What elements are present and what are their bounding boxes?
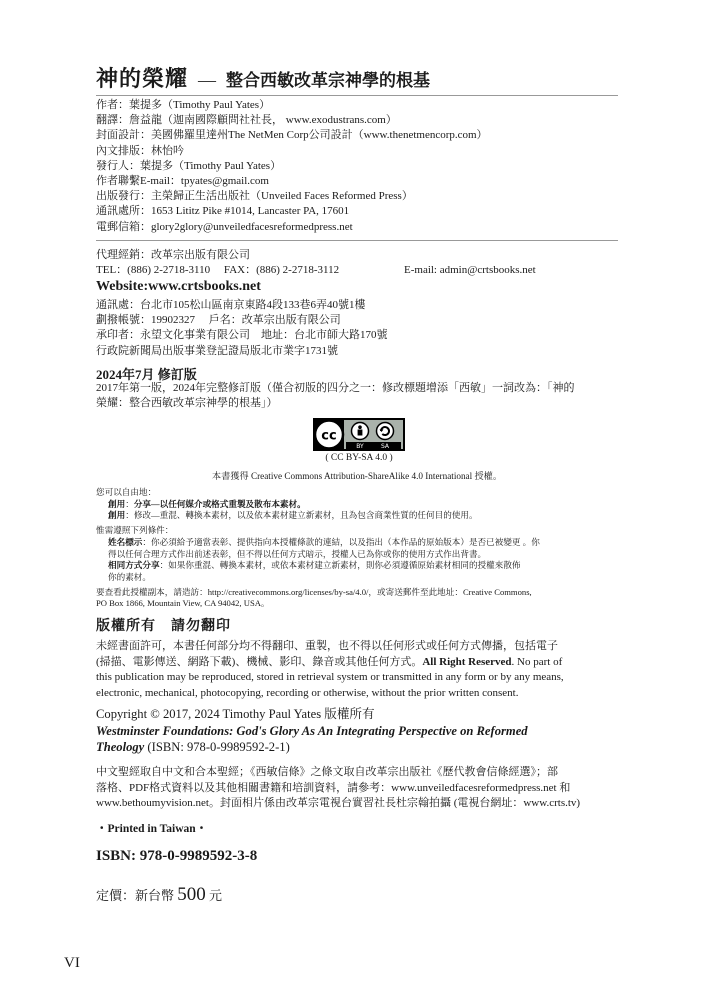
share-label: 創用 <box>108 498 126 509</box>
sources-line: 中文聖經取自中文和合本聖經；《西敏信條》之條文取自改革宗出版社《歷代教會信條經選》；部 <box>96 766 558 778</box>
distributor-email: E-mail: admin@crtsbooks.net <box>404 264 536 276</box>
original-title-tail: Theology <box>96 740 145 754</box>
cc-license-statement: 本書獲得 Creative Commons Attribution-ShareAlike 4.0 International 授權。 <box>211 471 503 481</box>
license-cond-heading: 惟需遵照下列條件： <box>96 525 174 536</box>
edition-note-line: 2017年第一版，2024年完整修訂版（僅合初版的四分之一：修改標題增添「西敏」一詞改為：「神的 <box>96 382 575 394</box>
edition-heading: 2024年7月 修訂版 <box>96 367 197 382</box>
cc-license-label: ( CC BY-SA 4.0 ) <box>325 453 393 463</box>
cc-text: cc <box>321 428 337 444</box>
credit-cover-design: 封面設計：美國佛羅里達州The NetMen Corp公司設計（www.thenetmencorp.com） <box>96 129 488 142</box>
rights-heading: 版權所有 請勿翻印 <box>96 619 231 634</box>
credit-address: 通訊處所：1653 Lititz Pike #1014, Lancaster PA, 17601 <box>96 205 350 218</box>
rights-line-post: . No part of <box>511 655 563 668</box>
license-terms <box>96 487 540 610</box>
sharealike-text: ：如果你重混、轉換本素材，或依本素材建立新素材，則你必須遵循原始素材相同的授權來散佈 <box>159 560 521 571</box>
original-isbn: (ISBN: 978-0-9989592-2-1) <box>144 740 290 754</box>
distributor-registration: 行政院新聞局出版事業登記證局版北市業字1731號 <box>96 344 338 357</box>
sources-line: 落格、PDF格式資料以及其他相關書籍和培訓資料，請參考：www.unveiledfacesreformedpress.net 和 <box>96 781 571 794</box>
page-number: VI <box>64 955 80 971</box>
distributor-tel-fax: TEL：(886) 2-2718-3110 FAX：(886) 2-2718-3112 <box>96 264 340 276</box>
distributor-printer: 承印者：永望文化事業有限公司 地址：台北市師大路170號 <box>96 329 388 342</box>
rights-text <box>96 639 564 701</box>
adapt-label: 創用 <box>108 510 126 521</box>
credit-email: 電郵信箱：glory2glory@unveiledfacesreformedpress.net <box>96 220 353 233</box>
distributor-details <box>96 298 388 359</box>
edition-note-line: 榮耀：整合西敏改革宗神學的根基」） <box>96 397 278 410</box>
title-row <box>96 62 430 93</box>
title-dash: — <box>198 70 217 90</box>
distributor-agent: 代理經銷：改革宗出版有限公司 <box>96 249 250 261</box>
distributor-account: 劃撥帳號：19902327 戶名：改革宗出版有限公司 <box>96 314 341 327</box>
rights-line <box>96 655 564 671</box>
original-title-cont <box>96 739 528 756</box>
sharealike-label: 相同方式分享 <box>108 560 160 571</box>
credit-author: 作者：葉提多（Timothy Paul Yates） <box>96 99 271 111</box>
license-free-heading: 您可以自由地： <box>96 487 157 497</box>
credit-translator: 翻譯：詹益龍（迦南國際顧問社社長， www.exodustrans.com） <box>96 114 397 127</box>
isbn: ISBN: 978-0-9989592-3-8 <box>96 848 258 864</box>
sources-line: www.bethoumyvision.net。封面相片係由改革宗電視台實習社長杜宗翰拍攝 (電視台網址：www.crts.tv) <box>96 797 581 809</box>
original-title: Westminster Foundations: God's Glory As An Integrating Perspective on Reformed <box>96 723 528 738</box>
copyright-block <box>96 706 528 756</box>
copyright-line: Copyright © 2017, 2024 Timothy Paul Yates 版權所有 <box>96 707 375 721</box>
share-text: 分享—以任何媒介或格式重製及散布本素材。 <box>133 498 306 509</box>
license-request-cont: PO Box 1866, Mountain View, CA 94042, USA。 <box>96 598 270 609</box>
sources-block <box>96 765 580 812</box>
license-sharealike-item <box>96 560 540 572</box>
cc-license-badge <box>313 418 405 451</box>
rights-line: electronic, mechanical, photocopying, recording or otherwise, without the prior written consent. <box>96 686 519 699</box>
rights-line-pre: (掃描、電影傳送、網路下載)、機械、影印、錄音或其他任何方式。 <box>96 655 423 668</box>
rights-line: this publication may be reproduced, stored in retrieval system or transmitted in any form or by any means, <box>96 671 564 683</box>
attribution-text: ：你必須給予適當表彰、提供指向本授權條款的連結，以及指出（本作品的原始版本）是否已被變更 。你 <box>142 536 540 547</box>
distributor-address: 通訊處：台北市105松山區南京東路4段133巷6弄40號1樓 <box>96 299 366 311</box>
license-attribution-cont: 得以任何合理方式作出前述表彰，但不得以任何方式暗示，授權人已為你或你的使用方式作出背書。 <box>108 548 487 559</box>
book-title: 神的榮耀 <box>96 66 189 92</box>
book-subtitle: 整合西敏改革宗神學的根基 <box>226 71 431 91</box>
license-attribution-item <box>96 537 540 549</box>
title-rule <box>96 95 618 96</box>
credit-author-email: 作者聯繫E-mail：tpyates@gmail.com <box>96 175 269 188</box>
license-sharealike-cont: 你的素材。 <box>108 571 151 582</box>
rights-reserved: All Right Reserved <box>422 655 512 668</box>
license-request: 要查看此授權副本，請造訪：http://creativecommons.org/licenses/by-sa/4.0/，或寄送郵件至此地址：Creative Commons, <box>96 586 532 597</box>
distributor-website: Website:www.crtsbooks.net <box>96 279 261 294</box>
credit-typesetting: 內文排版：林怡吟 <box>96 144 184 157</box>
attribution-label: 姓名標示 <box>108 536 143 547</box>
credit-publisher-person: 發行人：葉提多（Timothy Paul Yates） <box>96 159 282 172</box>
credit-publisher: 出版發行：主榮歸正生活出版社（Unveiled Faces Reformed Press） <box>96 190 413 203</box>
printed-in-taiwan: ・Printed in Taiwan・ <box>96 823 208 835</box>
price-label: 定價：新台幣 <box>96 888 175 903</box>
price <box>96 884 222 906</box>
edition-notes <box>96 381 575 411</box>
price-unit: 元 <box>209 888 223 903</box>
price-amount: 500 <box>177 884 206 905</box>
sa-text: SA <box>380 443 390 450</box>
by-text: BY <box>356 443 364 450</box>
cc-by-sa-icon <box>313 418 405 451</box>
credits-block <box>96 98 488 235</box>
rights-line: 未經書面許可，本書任何部分均不得翻印、重製，也不得以任何形式或任何方式傳播，包括電子 <box>96 640 558 652</box>
license-adapt-item: 創用：修改—重混、轉換本素材，以及依本素材建立新素材，且為包含商業性質的任何目的使用。 <box>108 510 478 521</box>
adapt-text: 修改—重混、轉換本素材，以及依本素材建立新素材，且為包含商業性質的任何目的使用。 <box>133 510 478 521</box>
license-share-item: 創用：分享—以任何媒介或格式重製及散布本素材。 <box>108 498 306 509</box>
credits-rule <box>96 240 618 241</box>
